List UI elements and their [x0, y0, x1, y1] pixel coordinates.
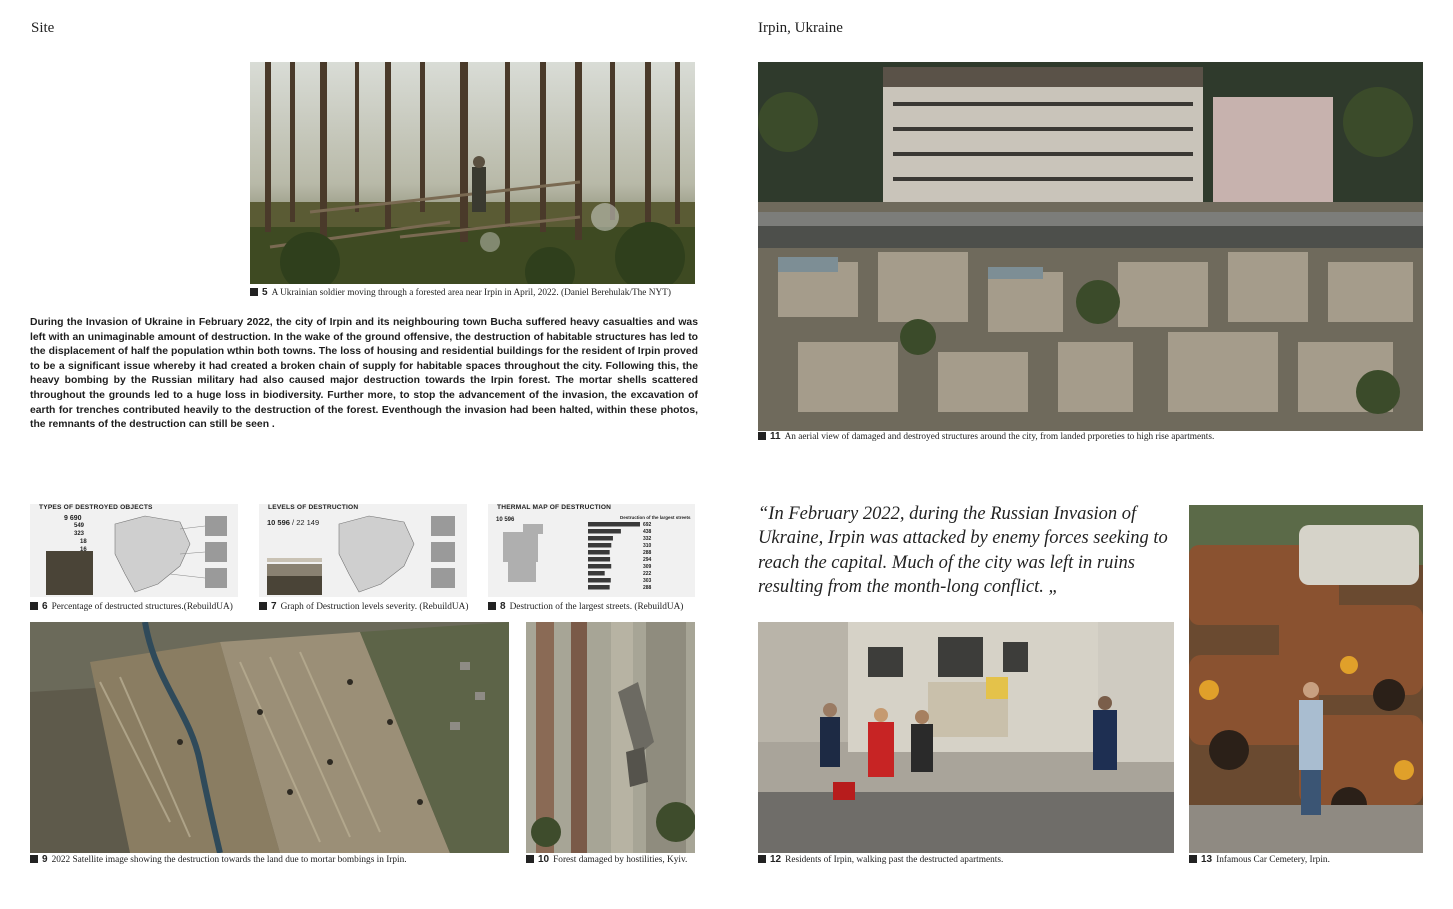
figure-caption-12 — [758, 854, 1003, 866]
figure-caption-5 — [250, 287, 671, 299]
caption-marker — [30, 602, 38, 610]
caption-text: Destruction of the largest streets. (RebuildUA) — [509, 602, 684, 612]
car-cemetery-photo — [1189, 505, 1423, 853]
infographic-subtitle: Destruction of the largest streets — [620, 515, 691, 520]
street-bar-value: 692 — [643, 522, 652, 529]
street-bar-value: 294 — [643, 557, 652, 564]
caption-text: Infamous Car Cemetery, Irpin. — [1216, 855, 1330, 865]
caption-marker — [1189, 855, 1197, 863]
stat-value: 549 — [74, 523, 85, 529]
section-header-location: Irpin, Ukraine — [758, 20, 843, 36]
caption-text: 2022 Satellite image showing the destruction towards the land due to mortar bombings in Irpin. — [51, 855, 407, 865]
street-bar — [588, 522, 640, 527]
damaged-tree-photo — [526, 622, 695, 853]
figure-caption-7 — [259, 601, 468, 613]
stat-value: 18 — [80, 539, 87, 545]
satellite-image — [30, 622, 509, 853]
street-bar — [588, 543, 611, 548]
caption-text: Residents of Irpin, walking past the destructed apartments. — [785, 855, 1004, 865]
figure-number: 12 — [770, 854, 782, 865]
street-bar-value: 222 — [643, 571, 652, 578]
figure-number: 11 — [770, 431, 781, 442]
figure-number: 7 — [271, 601, 277, 612]
stat-value: 9 690 — [64, 515, 82, 522]
destruction-stat — [267, 518, 319, 527]
figure-number: 13 — [1201, 854, 1213, 865]
figure-caption-10 — [526, 854, 687, 866]
street-bar-value: 310 — [643, 543, 652, 550]
infographic-title: TYPES OF DESTROYED OBJECTS — [39, 504, 153, 511]
street-bar-value: 438 — [643, 529, 652, 536]
street-bar — [588, 571, 605, 576]
caption-marker — [30, 855, 38, 863]
figure-caption-9 — [30, 854, 407, 866]
figure-caption-11 — [758, 431, 1214, 443]
section-header-site: Site — [31, 20, 55, 36]
figure-number: 5 — [262, 287, 268, 298]
destroyed-objects-infographic — [30, 504, 238, 597]
street-bar — [588, 536, 613, 541]
stat-main: 10 596 — [496, 517, 515, 523]
infographic-title: THERMAL MAP OF DESTRUCTION — [497, 504, 612, 511]
caption-text: An aerial view of damaged and destroyed structures around the city, from landed prporeties to high rise apartments. — [784, 432, 1215, 442]
figure-number: 10 — [538, 854, 550, 865]
street-bar — [588, 578, 611, 583]
street-bar — [588, 557, 610, 562]
caption-text: A Ukrainian soldier moving through a forested area near Irpin in April, 2022. (Daniel Berehulak/The NYT) — [271, 288, 671, 298]
street-bar — [588, 550, 610, 555]
destruction-levels-infographic — [259, 504, 467, 597]
figure-number: 8 — [500, 601, 506, 612]
street-bar — [588, 585, 610, 590]
street-bar-value: 332 — [643, 536, 652, 543]
figure-caption-6 — [30, 601, 233, 613]
residents-walking-photo — [758, 622, 1174, 853]
street-bar-value: 288 — [643, 550, 652, 557]
caption-text: Percentage of destructed structures.(RebuildUA) — [51, 602, 233, 612]
caption-text: Forest damaged by hostilities, Kyiv. — [553, 855, 688, 865]
street-bar-value: 303 — [643, 578, 652, 585]
thermal-map-infographic — [488, 504, 695, 597]
stat-value: 16 — [80, 547, 87, 553]
body-paragraph: During the Invasion of Ukraine in February 2022, the city of Irpin and its neighbouring town Bucha suffered heavy casualties and was left with an unimaginable amount of destruction. In the wake of the ground offensive, the destruction of habitable structures has led to the displacement of half the population wthin both towns. The loss of housing and residential buildings for the resident of Irpin proved to be a significant issue whereby it had created a broken chain of supply for habitable spaces throughout the city. Following this, the heavy bombing by the Russian military had also caused major destruction towards the Irpin forest. The mortar shells scattered throughout the grounds led to a huge loss in biodiversity. Further more, to stop the advancement of the invasion, the excavation of earth for trenches contributed heavily to the destruction of the forest. Eventhough the invasion had been halted, within these photos, the remnants of the destruction can still be seen . — [30, 317, 698, 431]
figure-number: 9 — [42, 854, 48, 865]
caption-marker — [259, 602, 267, 610]
aerial-destruction-photo — [758, 62, 1423, 431]
stat-value: 323 — [74, 531, 85, 537]
figure-number: 6 — [42, 601, 48, 612]
street-bar — [588, 529, 621, 534]
caption-marker — [488, 602, 496, 610]
thermal-map-svg — [488, 504, 695, 597]
street-bar-value: 309 — [643, 564, 652, 571]
caption-marker — [758, 855, 766, 863]
pull-quote: “In February 2022, during the Russian Invasion of Ukraine, Irpin was attacked by enemy forces seeking to reach the capital. Much of the city was left in ruins resulting from the month-long conflict. „ — [758, 504, 1168, 597]
stat-main: 10 596 — [267, 518, 290, 527]
figure-caption-8 — [488, 601, 683, 613]
caption-marker — [758, 432, 766, 440]
street-bar — [588, 564, 611, 569]
forest-soldier-photo — [250, 62, 695, 284]
caption-text: Graph of Destruction levels severity. (RebuildUA) — [280, 602, 469, 612]
stat-total: / 22 149 — [292, 518, 320, 527]
caption-marker — [250, 288, 258, 296]
figure-caption-13 — [1189, 854, 1330, 866]
street-bar-value: 288 — [643, 585, 652, 592]
infographic-title: LEVELS OF DESTRUCTION — [268, 504, 359, 511]
caption-marker — [526, 855, 534, 863]
